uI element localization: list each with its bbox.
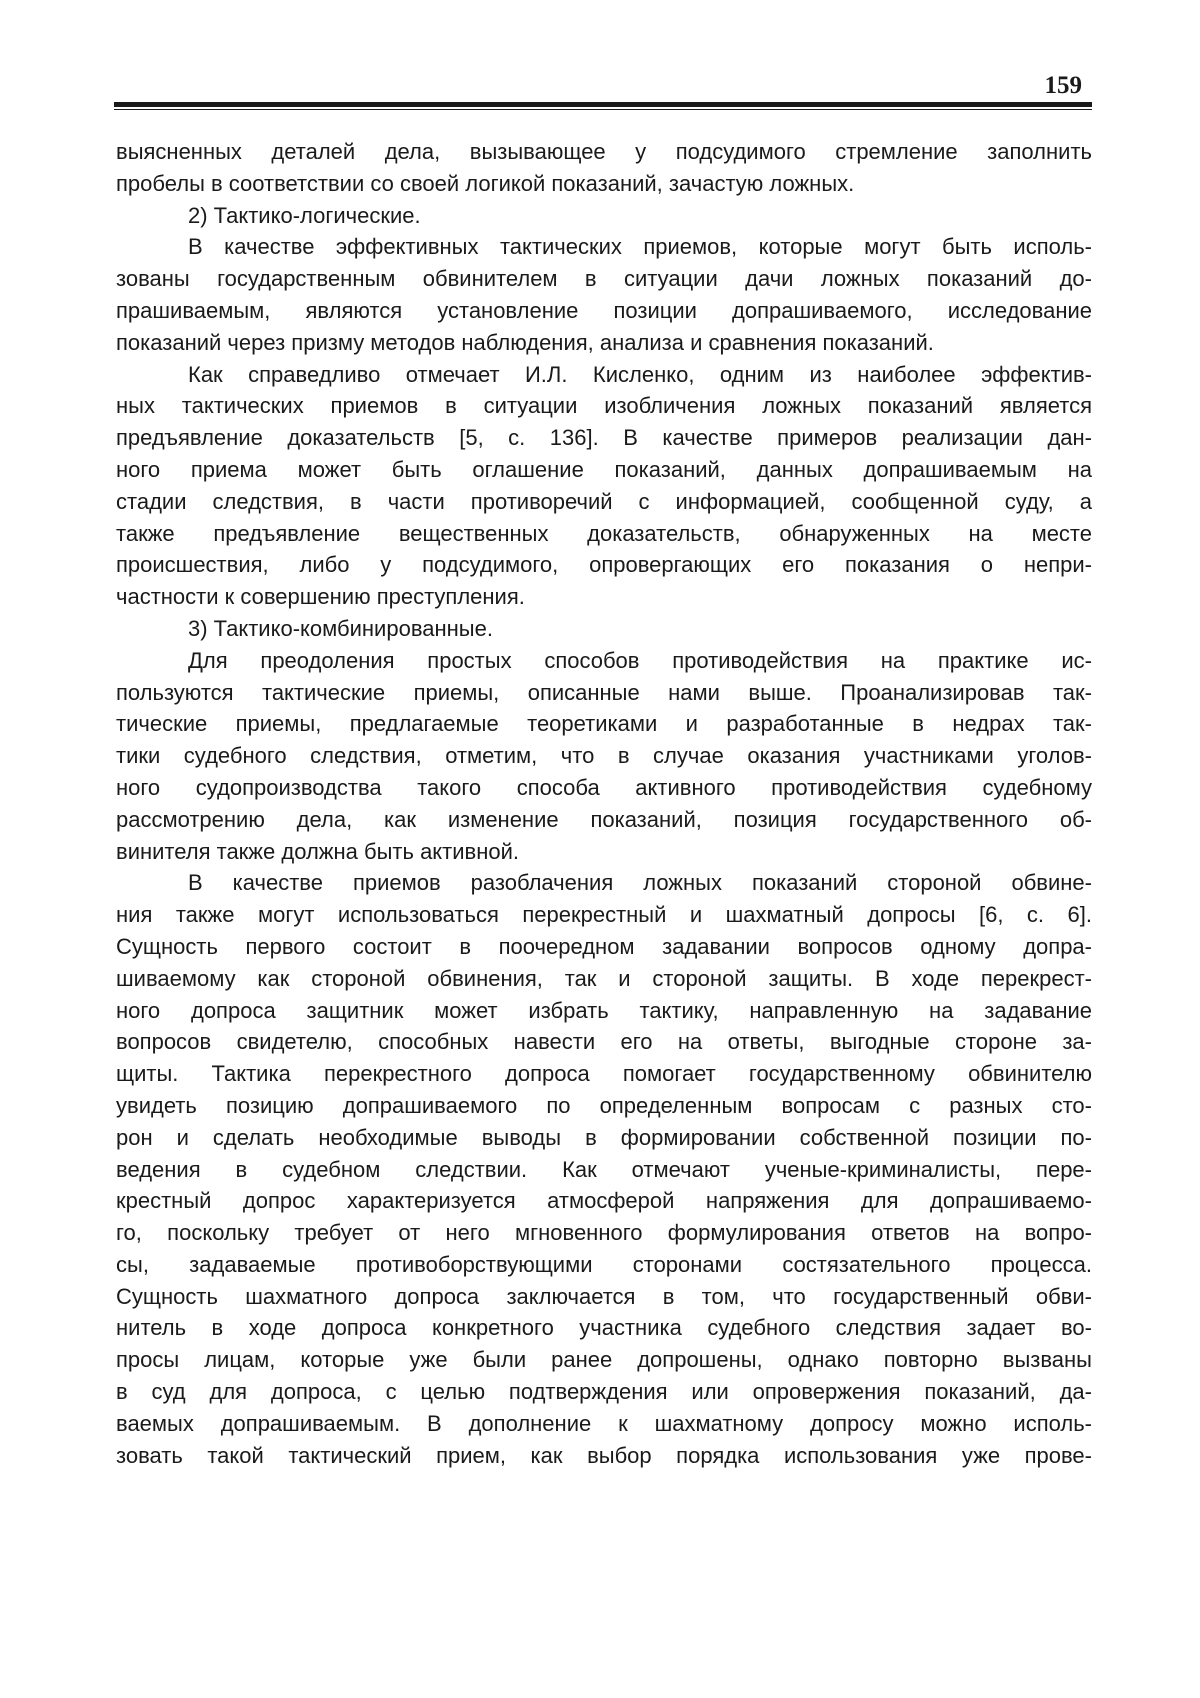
text-line: рон и сделать необходимые выводы в формировании собственной позиции по- <box>116 1124 1092 1150</box>
body-text <box>116 136 1092 1471</box>
text-line: В качестве эффективных тактических приемов, которые могут быть исполь- <box>188 234 1092 260</box>
text-line: стадии следствия, в части противоречий с информацией, сообщенной суду, а <box>116 488 1092 514</box>
header-rule-thin <box>114 109 1092 110</box>
text-line: зованы государственным обвинителем в ситуации дачи ложных показаний до- <box>116 266 1092 292</box>
text-line: крестный допрос характеризуется атмосферой напряжения для допрашиваемо- <box>116 1188 1092 1214</box>
text-line: сы, задаваемые противоборствующими сторонами состязательного процесса. <box>116 1251 1092 1277</box>
text-line: ного судопроизводства такого способа активного противодействия судебному <box>116 774 1092 800</box>
text-line: также предъявление вещественных доказательств, обнаруженных на месте <box>116 520 1092 546</box>
text-line: шиваемому как стороной обвинения, так и стороной защиты. В ходе перекрест- <box>116 965 1092 991</box>
text-line: просы лицам, которые уже были ранее допрошены, однако повторно вызваны <box>116 1347 1092 1373</box>
text-line: ведения в судебном следствии. Как отмечают ученые-криминалисты, пере- <box>116 1156 1092 1182</box>
text-line: выясненных деталей дела, вызывающее у подсудимого стремление заполнить <box>116 139 1092 164</box>
text-line: винителя также должна быть активной. <box>116 838 520 864</box>
text-line: прашиваемым, являются установление позиции допрашиваемого, исследование <box>116 297 1092 323</box>
text-line: пробелы в соответствии со своей логикой показаний, зачастую ложных. <box>116 170 855 196</box>
text-line: происшествия, либо у подсудимого, опровергающих его показания о непри- <box>116 552 1092 578</box>
text-line: Для преодоления простых способов противодействия на практике ис- <box>188 647 1092 673</box>
text-line: Сущность шахматного допроса заключается в том, что государственный обви- <box>116 1283 1092 1309</box>
text-line: щиты. Тактика перекрестного допроса помогает государственному обвинителю <box>116 1061 1092 1087</box>
text-line: увидеть позицию допрашиваемого по определенным вопросам с разных сто- <box>116 1092 1092 1118</box>
text-line: тические приемы, предлагаемые теоретиками и разработанные в недрах так- <box>116 711 1092 737</box>
list-item-heading: 2) Тактико-логические. <box>188 202 421 228</box>
text-line: зовать такой тактический прием, как выбор порядка использования уже прове- <box>116 1442 1092 1468</box>
text-line: го, поскольку требует от него мгновенного формулирования ответов на вопро- <box>116 1220 1092 1246</box>
text-line: частности к совершению преступления. <box>116 584 525 610</box>
text-line: в суд для допроса, с целью подтверждения или опровержения показаний, да- <box>116 1379 1092 1405</box>
text-line: В качестве приемов разоблачения ложных показаний стороной обвине- <box>188 870 1092 896</box>
text-line: предъявление доказательств [5, с. 136]. В качестве примеров реализации дан- <box>116 425 1092 451</box>
text-line: пользуются тактические приемы, описанные нами выше. Проанализировав так- <box>116 679 1092 705</box>
text-line: ных тактических приемов в ситуации изобличения ложных показаний является <box>116 393 1092 419</box>
text-line: тики судебного следствия, отметим, что в случае оказания участниками уголов- <box>116 743 1092 769</box>
text-line: ния также могут использоваться перекрестный и шахматный допросы [6, с. 6]. <box>116 902 1092 928</box>
list-item-heading: 3) Тактико-комбинированные. <box>188 615 493 641</box>
text-line: рассмотрению дела, как изменение показаний, позиция государственного об- <box>116 806 1092 832</box>
text-line: Как справедливо отмечает И.Л. Кисленко, одним из наиболее эффектив- <box>188 361 1092 387</box>
page-number: 159 <box>1044 72 1082 99</box>
header-rule-thick <box>114 102 1092 107</box>
text-line: вопросов свидетелю, способных навести его на ответы, выгодные стороне за- <box>116 1029 1092 1055</box>
text-line: ного приема может быть оглашение показаний, данных допрашиваемым на <box>116 456 1092 482</box>
text-line: показаний через призму методов наблюдения, анализа и сравнения показаний. <box>116 329 934 355</box>
text-line: нитель в ходе допроса конкретного участника судебного следствия задает во- <box>116 1315 1092 1341</box>
text-line: ваемых допрашиваемым. В дополнение к шахматному допросу можно исполь- <box>116 1410 1092 1436</box>
text-line: Сущность первого состоит в поочередном задавании вопросов одному допра- <box>116 933 1092 959</box>
text-line: ного допроса защитник может избрать тактику, направленную на задавание <box>116 997 1092 1023</box>
